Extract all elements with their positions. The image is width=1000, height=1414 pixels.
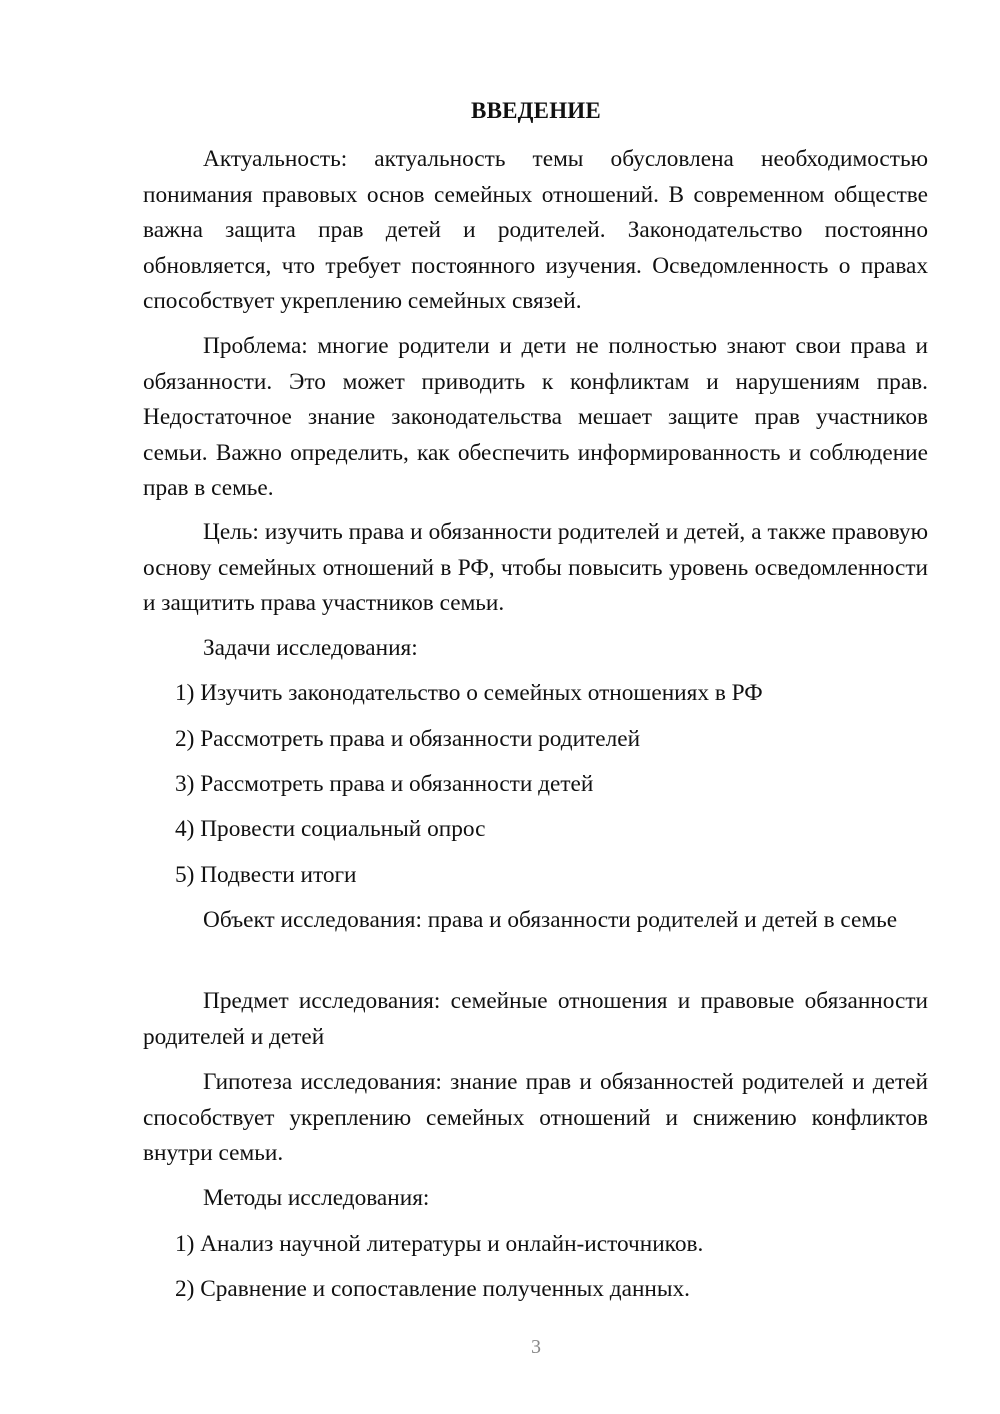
- list-item: 1) Анализ научной литературы и онлайн-источников.: [175, 1231, 704, 1257]
- hypothesis-section: [143, 1065, 928, 1172]
- tasks-list: [143, 676, 928, 712]
- relevance-paragraph: Актуальность: актуальность темы обусловлена необходимостью понимания правовых основ семейных отношений. В современном обществе важна защита прав детей и родителей. Законодательство постоянно обновляется, что требует постоянного изучения. Осведомленность о правах способствует укреплению семейных связей.: [143, 146, 928, 314]
- methods-heading-block: [143, 1181, 928, 1217]
- page-number: 3: [531, 1336, 541, 1358]
- hypothesis-paragraph: Гипотеза исследования: знание прав и обязанностей родителей и детей способствует укреплению семейных отношений и снижению конфликтов внутри семьи.: [143, 1069, 928, 1166]
- list-item: 4) Провести социальный опрос: [175, 816, 486, 842]
- list-item: 2) Сравнение и сопоставление полученных данных.: [175, 1276, 690, 1302]
- list-item: 2) Рассмотреть права и обязанности родителей: [175, 726, 641, 752]
- tasks-heading: Задачи исследования:: [203, 635, 418, 661]
- problem-paragraph: Проблема: многие родители и дети не полностью знают свои права и обязанности. Это может приводить к конфликтам и нарушениям прав. Недостаточное знание законодательства мешает защите прав участников семьи. Важно определить, как обеспечить информированность и соблюдение прав в семье.: [143, 333, 928, 501]
- page-title: ВВЕДЕНИЕ: [471, 98, 601, 123]
- subject-paragraph: Предмет исследования: семейные отношения и правовые обязанности родителей и детей: [143, 988, 928, 1050]
- goal-paragraph: Цель: изучить права и обязанности родителей и детей, а также правовую основу семейных отношений в РФ, чтобы повысить уровень осведомленности и защитить права участников семьи.: [143, 519, 928, 616]
- subject-section: [143, 984, 928, 1055]
- methods-heading: Методы исследования:: [203, 1185, 430, 1211]
- goal-section: [143, 515, 928, 622]
- list-item: 1) Изучить законодательство о семейных отношениях в РФ: [175, 680, 763, 706]
- list-item: 5) Подвести итоги: [175, 862, 357, 888]
- methods-list: [143, 1227, 928, 1263]
- tasks-heading-block: [143, 631, 928, 667]
- methods-list: [143, 1272, 928, 1308]
- relevance-section: [143, 142, 928, 320]
- object-section: [143, 903, 928, 939]
- problem-section: [143, 329, 928, 507]
- list-item: 3) Рассмотреть права и обязанности детей: [175, 771, 594, 797]
- tasks-list: [143, 812, 928, 848]
- tasks-list: [143, 858, 928, 894]
- object-paragraph: Объект исследования: права и обязанности родителей и детей в семье: [203, 907, 898, 933]
- tasks-list: [143, 767, 928, 803]
- tasks-list: [143, 722, 928, 758]
